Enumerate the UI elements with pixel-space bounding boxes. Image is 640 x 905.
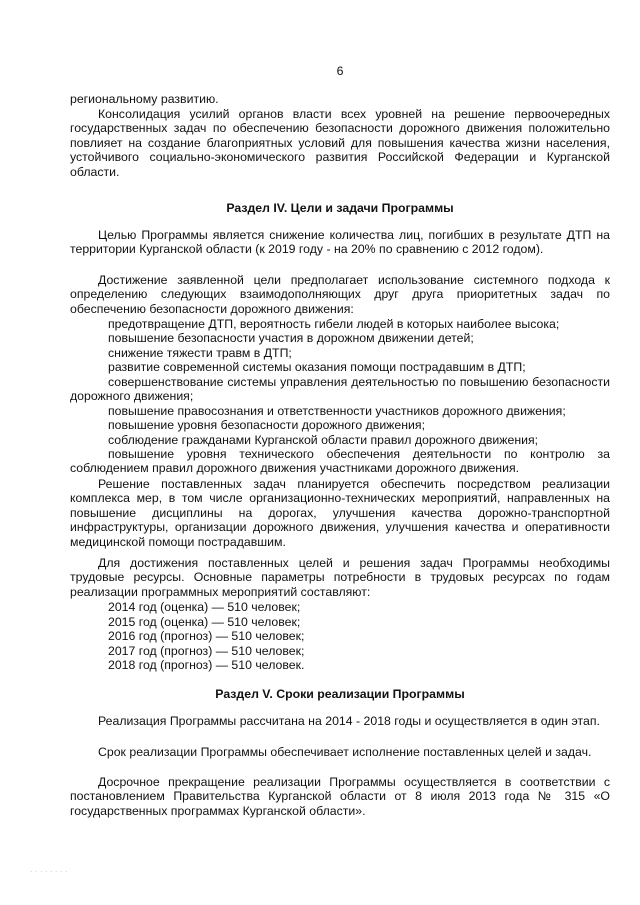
- scan-artifact: . . . . . . . .: [30, 864, 68, 874]
- task-item: совершенствование системы управления деятельностью по повышению безопасности дорожного движения;: [70, 375, 610, 404]
- paragraph-goal: Целью Программы является снижение количества лиц, погибших в результате ДТП на территории Курганской области (к 2019 году - на 20% по сравнению с 2012 годом).: [70, 228, 610, 257]
- page-number: 6: [336, 64, 344, 78]
- paragraph-term-goal: Срок реализации Программы обеспечивает исполнение поставленных целей и задач.: [98, 745, 592, 759]
- paragraph-term: Реализация Программы рассчитана на 2014 - 2018 годы и осуществляется в один этап.: [98, 714, 600, 728]
- task-item: повышение правосознания и ответственности участников дорожного движения;: [108, 404, 566, 418]
- task-item: повышение уровня безопасности дорожного движения;: [108, 418, 425, 432]
- year-item: 2014 год (оценка) — 510 человек;: [108, 600, 301, 614]
- paragraph-resources: Для достижения поставленных целей и решения задач Программы необходимы трудовые ресурсы. Основные параметры потребности в трудовых ресурсах по годам реализации программных мероприятий составляют:: [70, 556, 610, 599]
- year-item: 2015 год (оценка) — 510 человек;: [108, 615, 301, 629]
- year-item: 2017 год (прогноз) — 510 человек;: [108, 644, 305, 658]
- paragraph-approach: Достижение заявленной цели предполагает использование системного подхода к определению следующих взаимодополняющих друг друга приоритетных задач по обеспечению безопасности дорожного движения:: [70, 273, 610, 316]
- task-item: соблюдение гражданами Курганской области правил дорожного движения;: [108, 433, 539, 447]
- year-item: 2016 год (прогноз) — 510 человек;: [108, 629, 305, 643]
- year-item: 2018 год (прогноз) — 510 человек.: [108, 658, 305, 672]
- task-item: снижение тяжести травм в ДТП;: [108, 346, 292, 360]
- section-5-heading: Раздел V. Сроки реализации Программы: [215, 687, 465, 701]
- paragraph-continuation: региональному развитию.: [70, 92, 219, 106]
- task-item: повышение безопасности участия в дорожном движении детей;: [108, 331, 474, 345]
- task-item: предотвращение ДТП, вероятность гибели людей в которых наиболее высока;: [108, 317, 560, 331]
- paragraph-early-termination: Досрочное прекращение реализации Программы осуществляется в соответствии с постановлением Правительства Курганской области от 8 июля 2013 года № 315 «О государственных программах Курганской области».: [70, 775, 610, 818]
- paragraph-consolidation: Консолидация усилий органов власти всех уровней на решение первоочередных государственных задач по обеспечению безопасности дорожного движения положительно повлияет на создание благоприятных условий для повышения качества жизни населения, устойчивого социально-экономического развития Российской Федерации и Курганской области.: [70, 107, 610, 179]
- section-4-heading: Раздел IV. Цели и задачи Программы: [226, 201, 454, 215]
- task-item: развитие современной системы оказания помощи пострадавшим в ДТП;: [108, 360, 526, 374]
- task-item: повышение уровня технического обеспечения деятельности по контролю за соблюдением правил дорожного движения участниками дорожного движения.: [70, 447, 610, 476]
- paragraph-solution: Решение поставленных задач планируется обеспечить посредством реализации комплекса мер, в том числе организационно-технических мероприятий, направленных на повышение дисциплины на дорогах, улучшения качества дорожно-транспортной инфраструктуры, организации дорожного движения, улучшения качества и оперативности медицинской помощи пострадавшим.: [70, 477, 610, 549]
